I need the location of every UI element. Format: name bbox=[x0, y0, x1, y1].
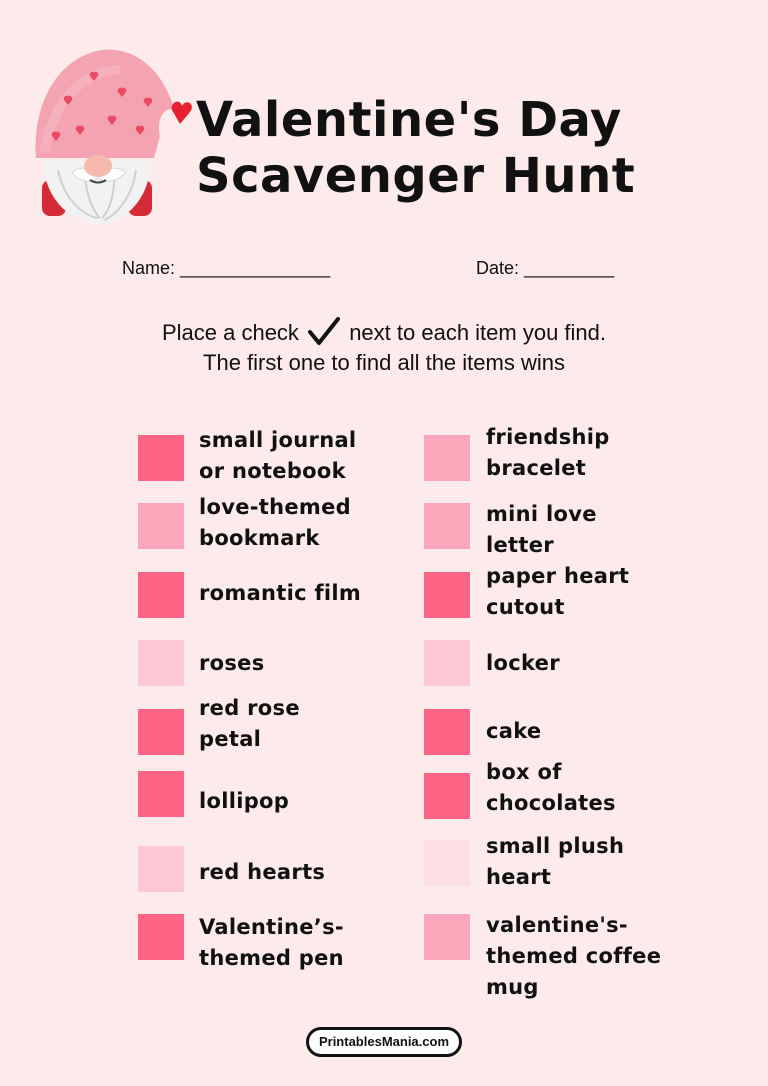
page-title bbox=[196, 92, 756, 204]
checkbox[interactable] bbox=[424, 709, 470, 755]
item-label bbox=[486, 648, 560, 679]
item-label-line: box of bbox=[486, 760, 562, 784]
footer-site: PrintablesMania.com bbox=[306, 1027, 462, 1057]
item-label-line: heart bbox=[486, 865, 552, 889]
item-label bbox=[199, 857, 325, 888]
name-field[interactable]: Name: _______________ bbox=[122, 258, 331, 278]
checkbox[interactable] bbox=[424, 435, 470, 481]
item-label-line: petal bbox=[199, 727, 262, 751]
checkbox[interactable] bbox=[424, 640, 470, 686]
checkbox[interactable] bbox=[138, 640, 184, 686]
item-label-line: mug bbox=[486, 975, 539, 999]
item-label bbox=[486, 561, 629, 623]
date-field[interactable]: Date: _________ bbox=[476, 258, 615, 278]
item-label bbox=[199, 492, 351, 554]
gnome-illustration bbox=[24, 40, 192, 230]
item-label bbox=[199, 425, 356, 487]
item-label-line: romantic film bbox=[199, 581, 362, 605]
item-label-line: chocolates bbox=[486, 791, 616, 815]
item-label-line: cutout bbox=[486, 595, 565, 619]
item-label bbox=[199, 693, 300, 755]
checkbox[interactable] bbox=[138, 914, 184, 960]
checkbox[interactable] bbox=[138, 846, 184, 892]
checkbox[interactable] bbox=[424, 773, 470, 819]
checkbox[interactable] bbox=[424, 840, 470, 886]
item-label-line: Valentine’s- bbox=[199, 915, 344, 939]
item-label-line: letter bbox=[486, 533, 554, 557]
item-label bbox=[486, 910, 661, 1003]
item-label bbox=[486, 499, 597, 561]
title-line-1: Valentine's Day bbox=[196, 92, 622, 148]
checkbox[interactable] bbox=[138, 435, 184, 481]
item-label bbox=[486, 422, 610, 484]
checkmark-icon bbox=[307, 316, 341, 346]
item-label bbox=[199, 786, 289, 817]
item-label-line: friendship bbox=[486, 425, 610, 449]
item-label-line: love-themed bbox=[199, 495, 351, 519]
item-label-line: mini love bbox=[486, 502, 597, 526]
item-label-line: small plush bbox=[486, 834, 625, 858]
item-label-line: locker bbox=[486, 651, 560, 675]
item-label bbox=[486, 831, 624, 893]
checkbox[interactable] bbox=[138, 503, 184, 549]
checkbox[interactable] bbox=[138, 709, 184, 755]
item-label-line: small journal bbox=[199, 428, 357, 452]
item-label-line: themed coffee bbox=[486, 944, 662, 968]
item-label-line: red hearts bbox=[199, 860, 326, 884]
item-label bbox=[199, 912, 344, 974]
item-label-line: bracelet bbox=[486, 456, 587, 480]
item-label-line: roses bbox=[199, 651, 265, 675]
checkbox[interactable] bbox=[424, 572, 470, 618]
item-label-line: bookmark bbox=[199, 526, 320, 550]
checkbox[interactable] bbox=[424, 503, 470, 549]
instructions-line-2: The first one to find all the items wins bbox=[203, 350, 565, 375]
instructions-before: Place a check bbox=[161, 320, 299, 345]
item-label-line: cake bbox=[486, 719, 542, 743]
instructions-after: next to each item you find. bbox=[349, 320, 607, 345]
checkbox[interactable] bbox=[138, 771, 184, 817]
checkbox[interactable] bbox=[138, 572, 184, 618]
instructions-line-1 bbox=[0, 316, 768, 346]
item-label-line: red rose bbox=[199, 696, 300, 720]
item-label-line: lollipop bbox=[199, 789, 290, 813]
item-label bbox=[486, 757, 616, 819]
item-label bbox=[199, 578, 361, 609]
item-label-line: valentine's- bbox=[486, 913, 628, 937]
item-label-line: paper heart bbox=[486, 564, 630, 588]
item-label bbox=[486, 716, 541, 747]
checkbox[interactable] bbox=[424, 914, 470, 960]
item-label-line: or notebook bbox=[199, 459, 346, 483]
item-label-line: themed pen bbox=[199, 946, 344, 970]
title-line-2: Scavenger Hunt bbox=[196, 148, 636, 204]
item-label bbox=[199, 648, 265, 679]
